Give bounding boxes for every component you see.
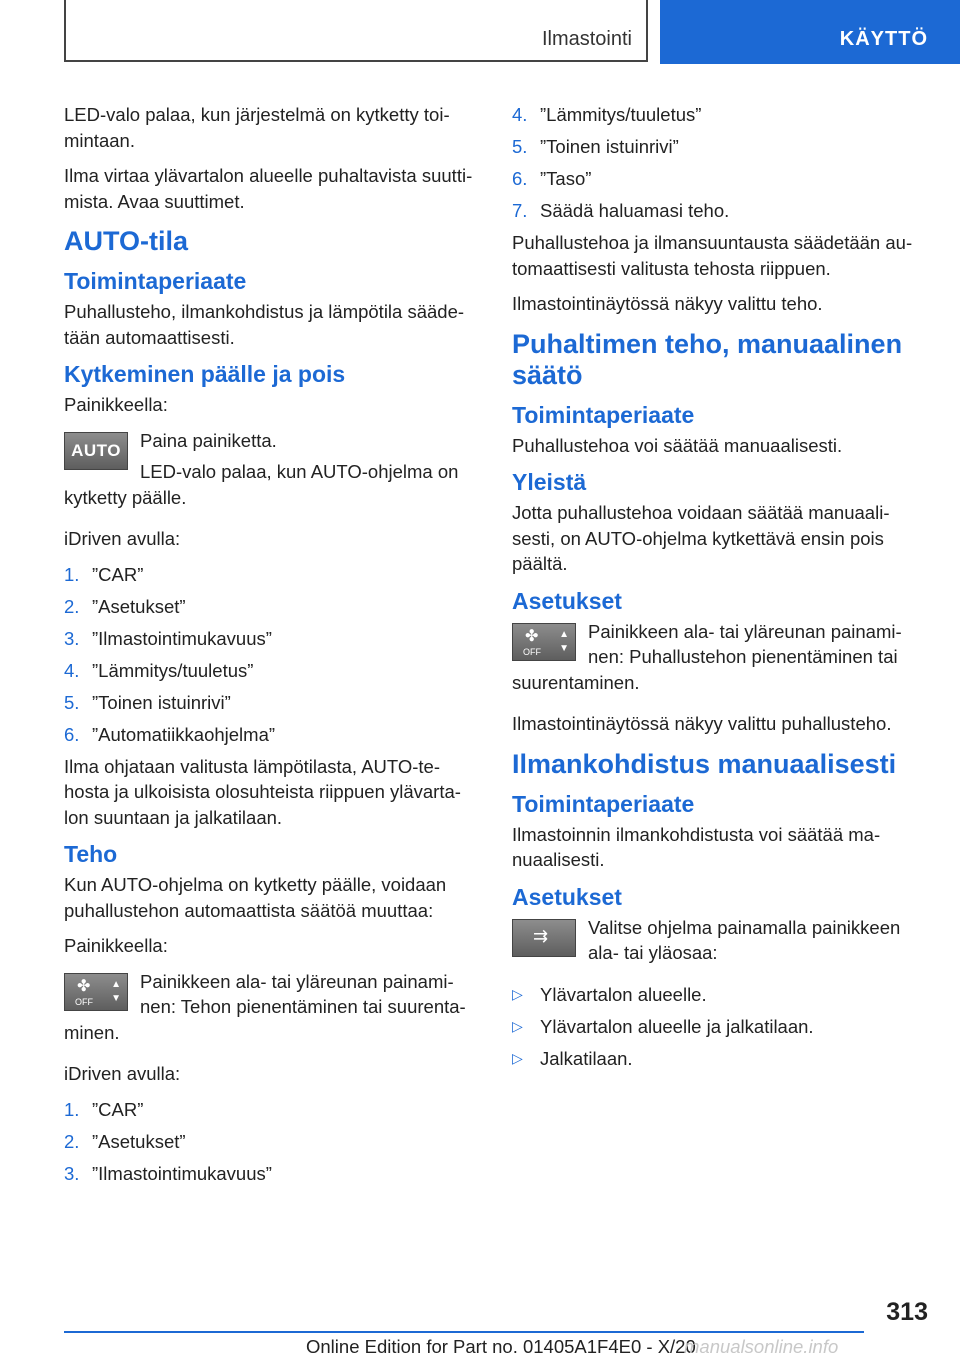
off-label: OFF [75,996,93,1007]
heading-auto-mode: AUTO-tila [64,226,189,256]
fan-icon: ✤ [525,627,539,645]
paragraph-settings-button: Painikkeen ala- tai yläreunan painaminen: Puhallustehon pienentäminen tai suurentaminen. [512,620,902,693]
list-item: 4. ”Lämmitys/tuuletus” [512,104,702,125]
air-distribution-list [512,982,926,1072]
heading-principle: Toimintaperiaate [64,268,247,294]
paragraph-power-button: Painikkeen ala- tai yläreunan painaminen: Tehon pienentäminen tai suurentaminen. [64,970,466,1043]
footer-rule [64,1331,864,1333]
idrive-steps-list-2 [64,1097,478,1187]
heading-manual-fan: Puhaltimen teho, manuaalinen säätö [512,328,903,390]
paragraph-air-direction: Ilma ohjataan valitusta lämpötilasta, AUTO-tehosta ja ulkoisista olosuhteista riippuen ylävartalon suuntaan ja jalkatilaan. [64,755,461,828]
triangle-bullet-icon: ▷ [512,1017,523,1034]
up-down-arrows-icon: ▲ ▼ [111,978,121,1004]
air-distribution-button-icon [512,919,576,957]
up-down-arrows-icon: ▲ ▼ [559,628,569,654]
list-item: 1. ”CAR” [64,1098,144,1120]
paragraph-led: LED-valo palaa, kun järjestelmä on kytketty toimintaan. [64,104,450,151]
off-label: OFF [523,646,541,657]
paragraph-air-manual: Ilmastoinnin ilmankohdistusta voi säätää manuaalisesti. [512,823,881,870]
paragraph-display: Ilmastointinäytössä näkyy valittu teho. [512,293,823,314]
paragraph-manual: Puhallustehoa voi säätää manuaalisesti. [512,434,843,456]
idrive-steps-list [64,562,478,748]
page-number: 313 [886,1298,928,1326]
heading-switch: Kytkeminen päälle ja pois [64,361,346,387]
paragraph-principle: Puhallusteho, ilmankohdistus ja lämpötila säädetään automaattisesti. [64,301,465,348]
list-item: ▷ Ylävartalon alueelle. [512,982,926,1008]
list-item: 2. ”Asetukset” [64,595,186,617]
section-title: Ilmastointi [541,28,632,50]
auto-button-paragraph [64,428,478,517]
heading-principle-3: Toimintaperiaate [512,790,695,817]
paragraph-buttons-2: Painikkeella: [64,935,168,956]
paragraph-power: Kun AUTO-ohjelma on kytketty päälle, voidaan puhallustehon automaattista säätöä muuttaa: [64,874,447,921]
paragraph-press: Paina painiketta. [140,429,277,451]
paragraph-display-2: Ilmastointinäytössä näkyy valittu puhallusteho. [512,713,892,734]
list-item: 3. ”Ilmastointimukavuus” [64,1162,272,1184]
paragraph-select: Valitse ohjelma painamalla painikkeen ala- tai yläosaa: [588,916,901,963]
heading-principle-2: Toimintaperiaate [512,401,695,428]
paragraph-fan-auto: Puhallustehoa ja ilmansuuntausta säädetään automaattisesti valitusta tehosta riippuen. [512,232,913,279]
list-item: ▷ Jalkatilaan. [512,1046,926,1072]
list-item: 5. ”Toinen istuinrivi” [64,691,231,713]
paragraph-led-on: LED-valo palaa, kun AUTO-ohjelma on kytketty päälle. [64,461,459,508]
list-item: 2. ”Asetukset” [64,1130,186,1152]
seat-airflow-icon: ⇉ [533,925,549,946]
list-item: 5. ”Toinen istuinrivi” [512,136,679,157]
paragraph-airflow: Ilma virtaa ylävartalon alueelle puhaltavista suuttimista. Avaa suuttimet. [64,165,473,212]
list-item: ▷ Ylävartalon alueelle ja jalkatilaan. [512,1014,926,1040]
list-item: 7. Säädä haluamasi teho. [512,200,730,221]
heading-power: Teho [64,841,118,867]
list-item: 6. ”Automatiikkaohjelma” [64,723,276,745]
heading-settings-2: Asetukset [512,883,622,910]
list-item: 4. ”Lämmitys/tuuletus” [64,659,254,681]
footer-edition: Online Edition for Part no. 01405A1F4E0 - X/20 [306,1336,696,1357]
air-distribution-button-paragraph [512,915,926,972]
fan-button-paragraph-2 [512,619,926,702]
footer-watermark: manualsonline.info [684,1336,839,1357]
page-header [0,0,960,66]
heading-general: Yleistä [512,469,587,495]
right-column [512,102,926,1078]
paragraph-buttons: Painikkeella: [64,394,168,415]
list-item: 6. ”Taso” [512,168,592,189]
paragraph-general: Jotta puhallustehoa voidaan säätää manuaalisesti, on AUTO-ohjelma kytkettävä ensin pois päältä. [512,502,890,574]
heading-settings: Asetukset [512,587,622,614]
left-column [64,102,478,1193]
fan-icon: ✤ [77,977,91,995]
paragraph-idrive-2: iDriven avulla: [64,1063,181,1084]
section-box [64,0,648,62]
triangle-bullet-icon: ▷ [512,985,523,1002]
paragraph-idrive: iDriven avulla: [64,528,181,549]
list-item: 3. ”Ilmastointimukavuus” [64,627,272,649]
idrive-steps-list-3 [512,102,926,224]
fan-button-icon-2 [512,623,576,661]
list-item: 1. ”CAR” [64,563,144,585]
auto-button-label: AUTO [71,440,121,460]
triangle-bullet-icon: ▷ [512,1049,523,1066]
fan-button-paragraph [64,969,478,1052]
chapter-tab [660,0,960,64]
chapter-title: KÄYTTÖ [839,28,928,50]
auto-button-icon [64,432,128,470]
heading-air-manual: Ilmankohdistus manuaalisesti [512,748,897,779]
fan-button-icon [64,973,128,1011]
